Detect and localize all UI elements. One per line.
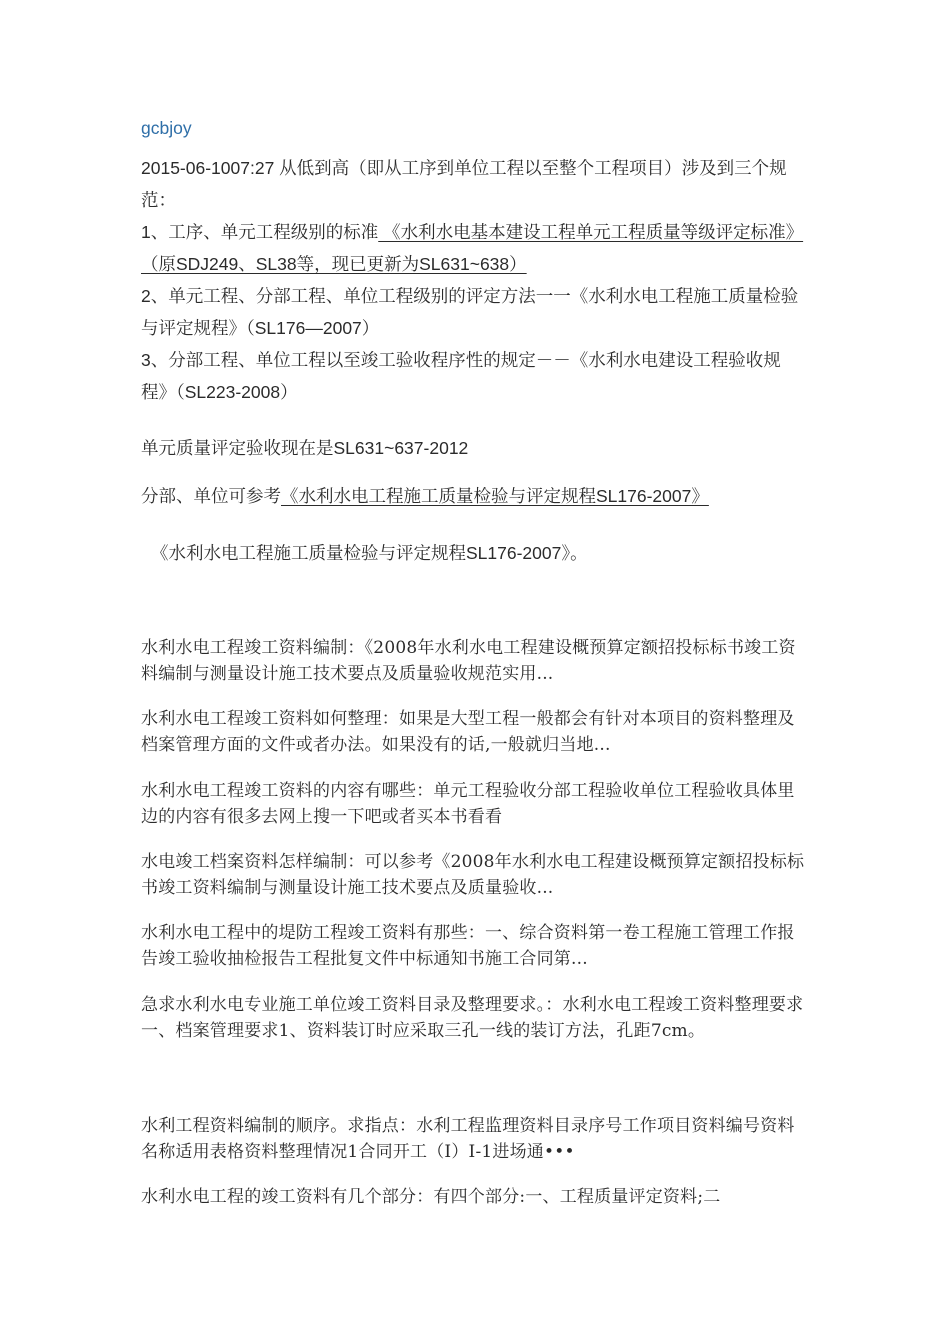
standard-item-2 xyxy=(141,280,806,344)
standard-item-3 xyxy=(141,344,806,408)
standard-3-text: 3、分部工程、单位工程以至竣工验收程序性的规定－－《水利水电建设工程验收规程》（SL223-2008） xyxy=(141,350,781,402)
reference-text: 《水利水电工程施工质量检验与评定规程SL176-2007》。 xyxy=(151,543,588,563)
intro-text: 从低到高（即从工序到单位工程以至整个工程项目）涉及到三个规范： xyxy=(141,158,787,210)
standard-1-prefix: 1、工序、单元工程级别的标准 xyxy=(141,222,379,242)
qa-item[interactable]: 水利工程资料编制的顺序。求指点：水利工程监理资料目录序号工作项目资料编号资料名称适用表格资料整理情况1合同开工（I）I-1进场通••• xyxy=(141,1116,795,1162)
qa-item[interactable]: 水利水电工程竣工资料编制：《2008年水利水电工程建设概预算定额招投标标书竣工资料编制与测量设计施工技术要点及质量验收规范实用... xyxy=(141,638,796,684)
qa-item[interactable]: 水利水电工程的竣工资料有几个部分：有四个部分:一、工程质量评定资料;二 xyxy=(141,1187,721,1207)
unit-quality-line xyxy=(141,432,806,464)
standard-1-link[interactable]: 《水利水电基本建设工程单元工程质量等级评定标准》（原SDJ249、SL38等，现已更新为SL631~638） xyxy=(141,222,804,274)
qa-item[interactable]: 水利水电工程中的堤防工程竣工资料有那些：一、综合资料第一卷工程施工管理工作报告竣工验收抽检报告工程批复文件中标通知书施工合同第... xyxy=(141,923,795,969)
qa-item[interactable]: 水利水电工程竣工资料如何整理：如果是大型工程一般都会有针对本项目的资料整理及档案管理方面的文件或者办法。如果没有的话,一般就归当地... xyxy=(141,709,795,755)
sub-unit-prefix: 分部、单位可参考 xyxy=(141,486,281,506)
qa-item[interactable]: 急求水利水电专业施工单位竣工资料目录及整理要求。：水利水电工程竣工资料整理要求一、档案管理要求1、资料装订时应采取三孔一线的装订方法，孔距7cm。 xyxy=(141,995,804,1041)
sub-unit-line xyxy=(141,480,806,512)
author-name[interactable]: gcbjoy xyxy=(141,118,192,138)
qa-item[interactable]: 水利水电工程竣工资料的内容有哪些：单元工程验收分部工程验收单位工程验收具体里边的内容有很多去网上搜一下吧或者买本书看看 xyxy=(141,781,795,827)
qa-item[interactable]: 水电竣工档案资料怎样编制：可以参考《2008年水利水电工程建设概预算定额招投标标书竣工资料编制与测量设计施工技术要点及质量验收... xyxy=(141,852,805,898)
standard-item-1 xyxy=(141,216,806,280)
intro-paragraph xyxy=(141,152,806,216)
standard-2-text: 2、单元工程、分部工程、单位工程级别的评定方法一一《水利水电工程施工质量检验与评定规程》（SL176—2007） xyxy=(141,286,799,338)
unit-quality-text: 单元质量评定验收现在是SL631~637-2012 xyxy=(141,438,469,458)
sub-unit-link[interactable]: 《水利水电工程施工质量检验与评定规程SL176-2007》 xyxy=(281,486,709,506)
reference-line xyxy=(151,537,816,569)
post-timestamp: 2015-06-1007:27 xyxy=(141,158,275,178)
